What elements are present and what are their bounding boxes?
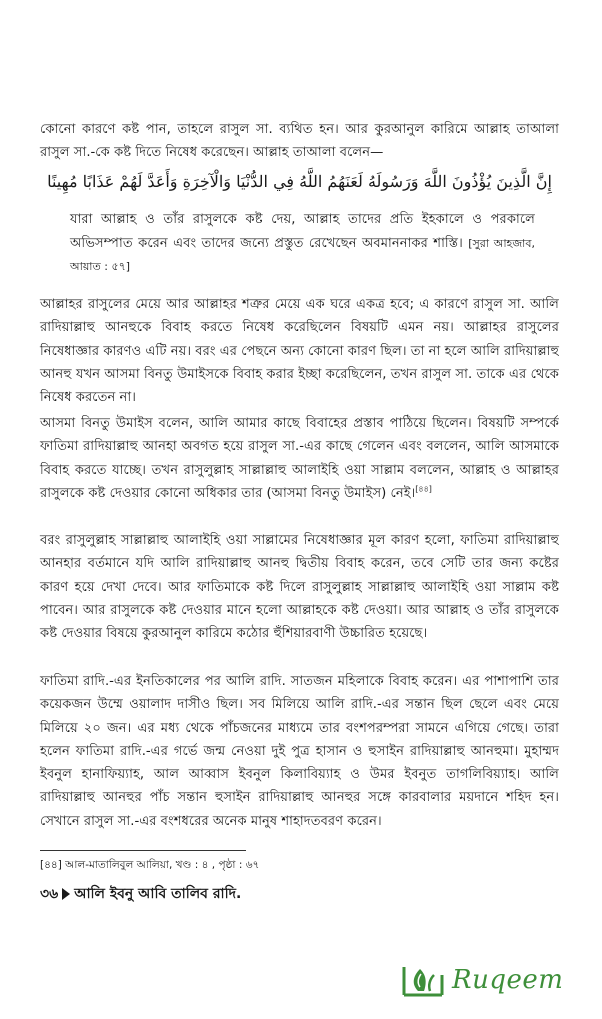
arabic-verse: إِنَّ الَّذِينَ يُؤْذُونَ اللَّهَ وَرَسُولَهُ لَعَنَهُمُ اللَّهُ فِي الدُّنْيَا وَالْآخِرَةِ وَأَعَدَّ لَهُمْ عَذَابًا مُهِينًا: [47, 172, 552, 191]
lantern-logo-icon: [398, 955, 448, 1005]
paragraph-3: [40, 412, 559, 505]
paragraph-5: ফাতিমা রাদি.-এর ইনতিকালের পর আলি রাদি. সাতজন মহিলাকে বিবাহ করেন। এর পাশাপাশি তার কয়েকজন উম্মে ওয়ালাদ দাসীও ছিল। সব মিলিয়ে আলি রাদি.-এর সন্তান ছিল ছেলে এবং মেয়ে মিলিয়ে ২০ জন। এর মধ্য থেকে পাঁচজনের মাধ্যমে তার বংশপরম্পরা সামনে এগিয়ে গেছে। তারা হলেন ফাতিমা রাদি.-এর গর্ভে জন্ম নেওয়া দুই পুত্র হাসান ও হুসাইন রাদিয়াল্লাহু আনহুমা। মুহাম্মদ ইবনুল হানাফিয়্যাহ, আল আব্বাস ইবনুল কিলাবিয়্যাহ ও উমর ইবনুত তাগলিবিয়্যাহ। আলি রাদিয়াল্লাহু আনহুর পাঁচ সন্তান হুসাইন রাদিয়াল্লাহু আনহুর সঙ্গে কারবালার ময়দানে শহিদ হন। সেখানে রাসুল সা.-এর বংশধরের অনেক মানুষ শাহাদতবরণ করেন।: [40, 674, 559, 829]
verse-translation: [70, 208, 535, 279]
publisher-name: Ruqeem: [452, 965, 564, 995]
verse-reference: [সুরা আহজাব, আয়াত : ৫৭]: [70, 236, 535, 273]
paragraph-2: আল্লাহর রাসুলের মেয়ে আর আল্লাহর শত্রুর মেয়ে এক ঘরে একত্র হবে; এ কারণে রাসুল সা. আলি রাদিয়াল্লাহু আনহুকে বিবাহ করতে নিষেধ করেছিলেন বিষয়টি এমন নয়। আল্লাহর রাসুলের নিষেধাজ্ঞার কারণও এটি নয়। বরং এর পেছনে অন্য কোনো কারণ ছিল। তা না হলে আলি রাদিয়াল্লাহু আনহু যখন আসমা বিনতু উমাইসকে বিবাহ করার ইচ্ছা করেছিলেন, তখন রাসুল সা. তাকে এর থেকে নিষেধ করতেন না।: [40, 297, 559, 406]
paragraph-3-text: আসমা বিনতু উমাইস বলেন, আলি আমার কাছে বিবাহের প্রস্তাব পাঠিয়ে ছিলেন। বিষয়টি সম্পর্কে ফাতিমা রাদিয়াল্লাহু আনহা অবগত হয়ে রাসুল সা.-এর কাছে গেলেন এবং বললেন, আলি আসমাকে বিবাহ করতে যাচ্ছে। তখন রাসুলুল্লাহ সাল্লাল্লাহু আলাইহি ওয়া সাল্লাম বললেন, আল্লাহ ও আল্লাহর রাসুলকে কষ্ট দেওয়ার কোনো অধিকার তার (আসমা বিনতু উমাইস) নেই।: [40, 416, 559, 501]
book-title: আলি ইবনু আবি তালিব রাদি.: [74, 886, 242, 902]
footnote-marker: [৪৪]: [415, 484, 432, 494]
verse-translation-text: যারা আল্লাহ ও তাঁর রাসুলকে কষ্ট দেয়, আল্লাহ তাদের প্রতি ইহকালে ও পরকালে অভিসম্পাত করেন এবং তাদের জন্যে প্রস্তুত রেখেছেন অবমাননাকর শাস্তি।: [70, 212, 535, 251]
footnote-divider: [40, 850, 246, 851]
triangle-arrow-icon: [62, 888, 70, 900]
paragraph-4: বরং রাসুলুল্লাহ সাল্লাল্লাহু আলাইহি ওয়া সাল্লামের নিষেধাজ্ঞার মূল কারণ হলো, ফাতিমা রাদিয়াল্লাহু আনহার বর্তমানে যদি আলি রাদিয়াল্লাহু আনহু দ্বিতীয় বিবাহ করেন, তবে সেটি তার জন্য কষ্টের কারণ হয়ে দেখা দেবে। আর ফাতিমাকে কষ্ট দিলে রাসুলুল্লাহ সাল্লাল্লাহু আলাইহি ওয়া সাল্লাম কষ্ট পাবেন। আর রাসুলকে কষ্ট দেওয়ার মানে হলো আল্লাহকে কষ্ট দেওয়া। আর আল্লাহ ও তাঁর রাসুলকে কষ্ট দেওয়ার বিষয়ে কুরআনুল কারিমে কঠোর হুঁশিয়ারবাণী উচ্চারিত হয়েছে।: [40, 533, 559, 642]
page-footer: [40, 882, 241, 906]
paragraph-intro: কোনো কারণে কষ্ট পান, তাহলে রাসুল সা. ব্যথিত হন। আর কুরআনুল কারিমে আল্লাহ তাআলা রাসুল সা.-কে কষ্ট দিতে নিষেধ করেছেন। আল্লাহ তাআলা বলেন—: [40, 122, 559, 161]
page-number: ৩৬: [40, 886, 59, 902]
publisher-logo: [398, 955, 568, 1005]
footnote: [৪৪] আল-মাতালিবুল আলিয়া, খণ্ড : ৪ , পৃষ্ঠা : ৬৭: [40, 859, 260, 871]
